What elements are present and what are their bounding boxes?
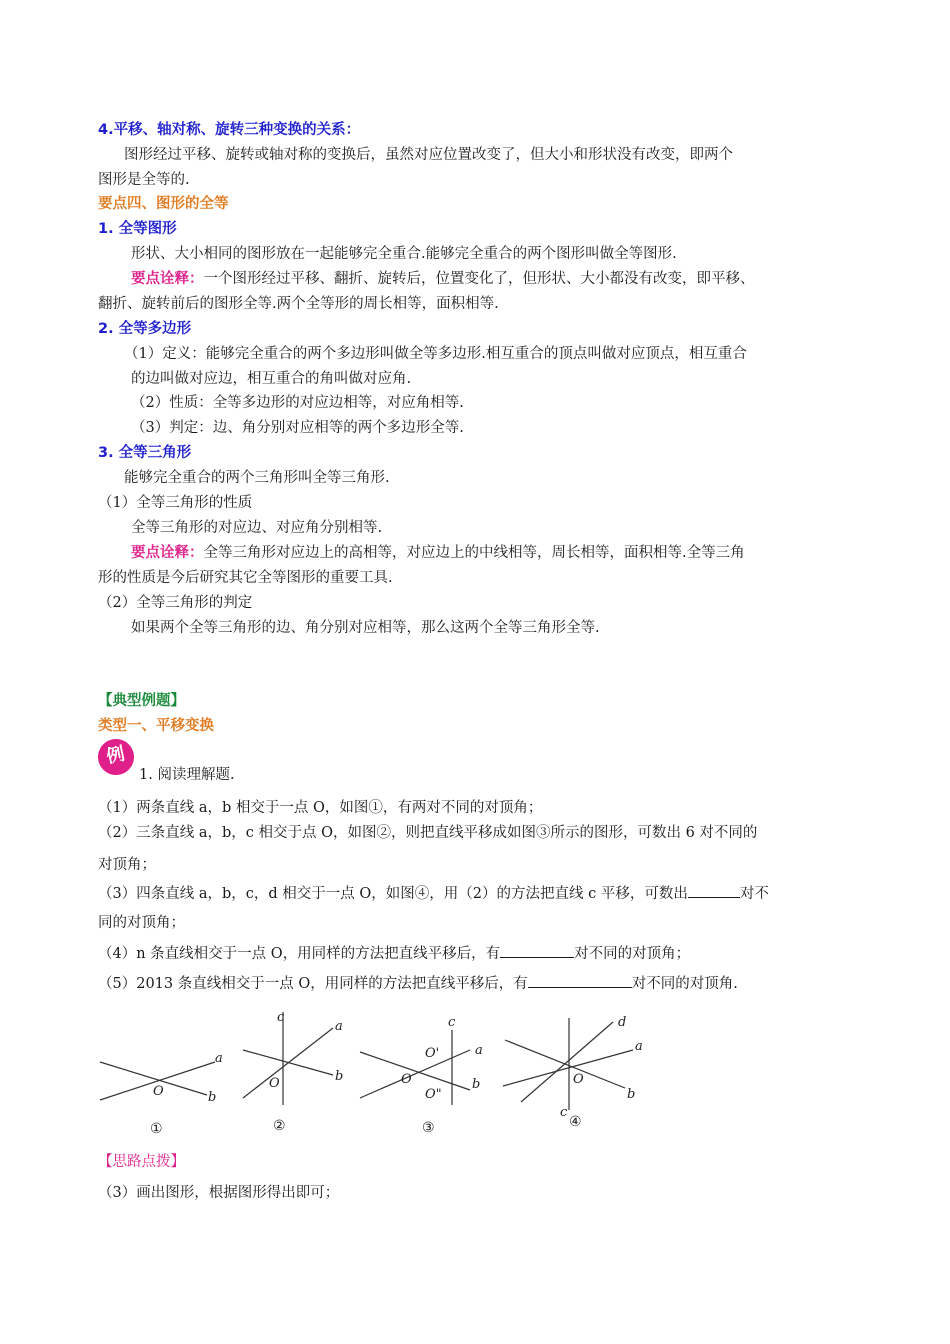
question-part5-pre: （5）2013 条直线相交于一点 O，用同样的方法把直线平移后，有 bbox=[98, 976, 528, 992]
question-part2-line2: 对顶角； bbox=[98, 857, 156, 873]
fig4-label-o: O bbox=[573, 1072, 584, 1087]
hint-line1: （3）画出图形，根据图形得出即可； bbox=[98, 1185, 340, 1201]
fig2-line-b bbox=[243, 1050, 333, 1075]
fig4-label-c: c bbox=[560, 1105, 568, 1120]
fig1-label-o: O bbox=[153, 1084, 164, 1099]
fig3-number: ③ bbox=[422, 1120, 435, 1136]
p2-prop: （2）性质：全等多边形的对应边相等，对应角相等. bbox=[131, 395, 464, 411]
p1-line1: 形状、大小相同的图形放在一起能够完全重合.能够完全重合的两个图形叫做全等图形. bbox=[131, 246, 677, 262]
question-part4-post: 对不同的对顶角； bbox=[574, 946, 691, 962]
fig2-label-b: b bbox=[335, 1069, 344, 1084]
p3-note-line2: 形的性质是今后研究其它全等图形的重要工具. bbox=[98, 570, 393, 586]
fig2-label-c: c bbox=[277, 1010, 285, 1025]
question-part3-post: 对不 bbox=[739, 886, 769, 902]
fig3-label-o: O bbox=[401, 1072, 412, 1087]
p3-note bbox=[131, 543, 745, 563]
example-badge: 例 bbox=[95, 736, 138, 779]
question-part4-pre: （4）n 条直线相交于一点 O，用同样的方法把直线平移后，有 bbox=[98, 946, 501, 962]
p3-note-label: 要点诠释： bbox=[131, 545, 204, 561]
question-part1: （1）两条直线 a，b 相交于一点 O，如图①，有两对不同的对顶角； bbox=[98, 800, 543, 816]
section-4-line1: 图形经过平移、旋转或轴对称的变换后，虽然对应位置改变了，但大小和形状没有改变，即两个 bbox=[124, 147, 733, 163]
p3-line1: 能够完全重合的两个三角形叫全等三角形. bbox=[124, 470, 390, 486]
hint-header: 【思路点拨】 bbox=[98, 1154, 185, 1170]
fig3-label-a: a bbox=[475, 1043, 483, 1058]
fig1-number: ① bbox=[150, 1121, 163, 1137]
answer-blank-3[interactable] bbox=[688, 883, 740, 898]
fig4-number: ④ bbox=[569, 1114, 582, 1130]
question-part5 bbox=[98, 973, 738, 994]
question-part5-post: 对不同的对顶角. bbox=[631, 976, 738, 992]
fig4-label-d: d bbox=[618, 1015, 627, 1030]
answer-blank-4[interactable] bbox=[500, 943, 574, 958]
answer-blank-5[interactable] bbox=[528, 973, 632, 988]
question-part4 bbox=[98, 943, 690, 964]
fig4-line-d bbox=[521, 1022, 613, 1102]
p3-title: 3. 全等三角形 bbox=[98, 445, 192, 461]
fig4-line-a bbox=[503, 1050, 633, 1086]
section-4-title: 4.平移、轴对称、旋转三种变换的关系： bbox=[98, 122, 361, 138]
fig3-label-o2: O" bbox=[425, 1087, 442, 1102]
fig3-label-o1: O' bbox=[425, 1046, 440, 1061]
p1-title: 1. 全等图形 bbox=[98, 221, 177, 237]
figures-row bbox=[95, 1010, 655, 1140]
fig2-label-o: O bbox=[269, 1076, 280, 1091]
question-part3 bbox=[98, 883, 769, 904]
p2-judge: （3）判定：边、角分别对应相等的两个多边形全等. bbox=[131, 420, 464, 436]
p3-note-line1: 全等三角形对应边上的高相等，对应边上的中线相等，周长相等，面积相等.全等三角 bbox=[203, 545, 745, 561]
question-part2-line1: （2）三条直线 a，b，c 相交于点 O，如图②，则把直线平移成如图③所示的图形，可数出 6 对不同的 bbox=[98, 825, 758, 841]
fig1-label-a: a bbox=[215, 1051, 223, 1066]
p2-def2: 的边叫做对应边，相互重合的角叫做对应角. bbox=[131, 371, 412, 387]
p2-def1: （1）定义：能够完全重合的两个多边形叫做全等多边形.相互重合的顶点叫做对应顶点，相互重合 bbox=[124, 346, 747, 362]
p1-note-line2: 翻折、旋转前后的图形全等.两个全等形的周长相等，面积相等. bbox=[98, 296, 499, 312]
fig1-label-b: b bbox=[208, 1090, 217, 1105]
p3-sub2-line: 如果两个全等三角形的边、角分别对应相等，那么这两个全等三角形全等. bbox=[131, 620, 600, 636]
fig2-number: ② bbox=[273, 1118, 286, 1134]
fig3-label-b: b bbox=[472, 1077, 481, 1092]
p1-note-label: 要点诠释： bbox=[131, 271, 204, 287]
question-part3-pre: （3）四条直线 a，b，c，d 相交于一点 O，如图④，用（2）的方法把直线 c 平移，可数出 bbox=[98, 886, 688, 902]
section-4-line2: 图形是全等的. bbox=[98, 172, 190, 188]
p3-sub1-line: 全等三角形的对应边、对应角分别相等. bbox=[131, 520, 383, 536]
p3-sub1: （1）全等三角形的性质 bbox=[98, 495, 253, 511]
p1-note bbox=[131, 269, 755, 289]
question-title: 1. 阅读理解题. bbox=[139, 767, 235, 783]
fig2-label-a: a bbox=[335, 1019, 343, 1034]
examples-header: 【典型例题】 bbox=[98, 693, 185, 709]
fig4-label-b: b bbox=[627, 1087, 636, 1102]
p3-sub2: （2）全等三角形的判定 bbox=[98, 595, 253, 611]
type1-title: 类型一、平移变换 bbox=[98, 718, 214, 734]
p1-note-line1: 一个图形经过平移、翻折、旋转后，位置变化了，但形状、大小都没有改变，即平移、 bbox=[203, 271, 755, 287]
p2-title: 2. 全等多边形 bbox=[98, 321, 192, 337]
question-part3-line2: 同的对顶角； bbox=[98, 915, 185, 931]
fig3-label-c: c bbox=[448, 1015, 456, 1030]
fig4-label-a: a bbox=[635, 1039, 643, 1054]
point4-title: 要点四、图形的全等 bbox=[98, 196, 229, 212]
